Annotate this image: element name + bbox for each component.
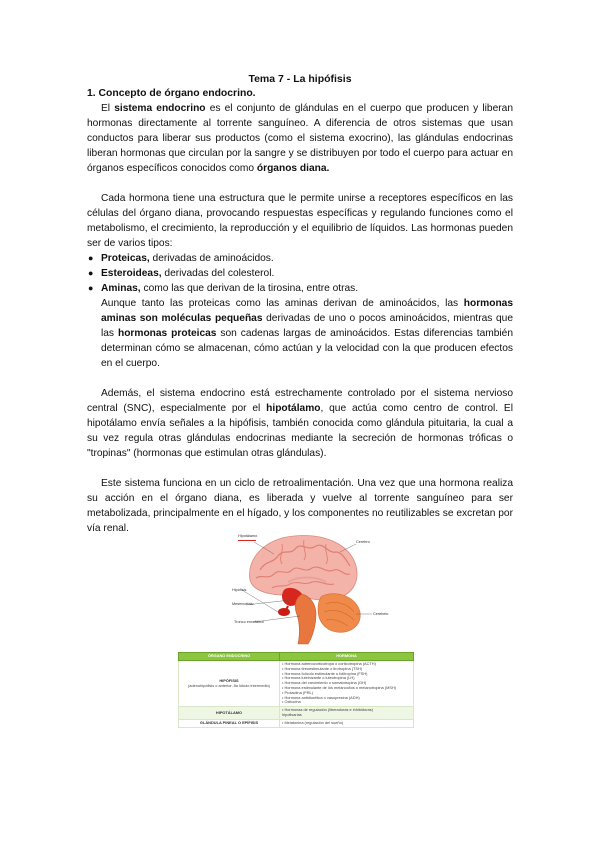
organ-cell: GLÁNDULA PINEAL O EPÍFISIS: [179, 719, 280, 727]
table-row: [179, 719, 414, 727]
hormone-cell: • Hormonas de regulación (liberadoras e inhibidoras) hipofisarias: [280, 707, 414, 720]
paragraph-sub: Aunque tanto las proteicas como las aminas derivan de aminoácidos, las hormonas aminas son moléculas pequeñas derivadas de uno o pocos aminoácidos, mientras que las hormonas proteicas son cadenas largas de aminoácidos. Estas diferencias también determinan cómo se almacenan, cómo actúan y la velocidad con la que producen efectos en el cuerpo.: [101, 298, 513, 369]
hormone-types-list: [87, 251, 513, 296]
label-cerebro: Cerebro: [356, 540, 370, 544]
label-hipotalamo: Hipotálamo: [238, 534, 258, 538]
organ-cell: HIPÓFISIS (adenohipófisis o anterior, 8a lóbulo intermedio): [179, 661, 280, 707]
paragraph-2: Cada hormona tiene una estructura que le permite unirse a receptores específicos en las células del órgano diana, provocando respuestas específicas y regulando funciones como el metabolismo, el crecimiento, la reproducción y el equilibrio de líquidos. Las hormonas pueden ser de varios tipos:: [87, 193, 513, 249]
list-item: ● Proteicas, derivadas de aminoácidos.: [88, 253, 274, 264]
paragraph-1: El sistema endocrino es el conjunto de glándulas en el cuerpo que producen y liberan hormonas directamente al torrente sanguíneo. A diferencia de otros sistemas que usan conductos para liberar sus productos (como el sistema exocrino), las glándulas endocrinas liberan hormonas que circulan por la sangre y se distribuyen por todo el cuerpo para actuar en órganos específicos conocidos como órganos diana.: [87, 103, 513, 174]
label-tronco: Tronco encefálico: [234, 620, 264, 624]
table-row: [179, 661, 414, 707]
label-hipofisis: Hipófisis: [232, 588, 247, 592]
hormone-cell: • Hormona adrenocorticotropa o corticotropina (ACTH) • Hormona tireoestimulante o tirotropina (TSH) • Hormona folículo estimulante o folitropina (FSH) • Hormona luteinizante o luteotropina (LH) • Hormona del crecimiento o somatotropina (GH) • Hormona estimulante de los melanocitos o melanotropina (MSH) • Prolactina (PRL) • Hormona antidiurética o vasopresina (ADH) • Oxitocina: [280, 661, 414, 707]
table-row: [179, 707, 414, 720]
list-item: ● Aminas, como las que derivan de la tirosina, entre otras.: [88, 283, 359, 294]
paragraph-3: Además, el sistema endocrino está estrechamente controlado por el sistema nervioso central (SNC), especialmente por el hipotálamo, que actúa como centro de control. El hipotálamo envía señales a la hipófisis, también conocida como glándula pituitaria, la cual a su vez regula otras glándulas endocrinas mediante la secreción de hormonas tróficas o "tropinas" (hormonas que estimulan otras glándulas).: [87, 388, 513, 459]
hormone-table-wrap: [178, 652, 414, 728]
bullet-icon: ●: [88, 268, 94, 278]
label-underline: [238, 540, 256, 541]
hormone-cell: • Melatonina (regulación del sueño): [280, 719, 414, 727]
header-hormona: HORMONA: [280, 653, 414, 661]
organ-cell: HIPOTÁLAMO: [179, 707, 280, 720]
bullet-icon: ●: [88, 283, 94, 293]
bullet-icon: ●: [88, 253, 94, 263]
label-cerebelo: Cerebelo: [373, 612, 389, 616]
paragraph-4: Este sistema funciona en un ciclo de retroalimentación. Una vez que una hormona realiza su acción en el órgano diana, es liberada y vuelve al torrente sanguíneo para ser metabolizada, principalmente en el hígado, y los componentes no reutilizables se excretan por vía renal.: [87, 478, 513, 534]
document-body: [87, 86, 513, 536]
page-title: Tema 7 - La hipófisis: [248, 73, 352, 85]
section-heading: 1. Concepto de órgano endocrino.: [87, 88, 256, 99]
header-organo: ÓRGANO ENDOCRINO: [179, 653, 280, 661]
brain-illustration: [232, 530, 388, 646]
label-mesencefalo: Mesencéfalo: [232, 602, 254, 606]
list-item: ● Esteroideas, derivadas del colesterol.: [88, 268, 275, 279]
hormone-table: [178, 652, 414, 728]
brain-figure: [232, 530, 388, 646]
table-header-row: [179, 653, 414, 661]
